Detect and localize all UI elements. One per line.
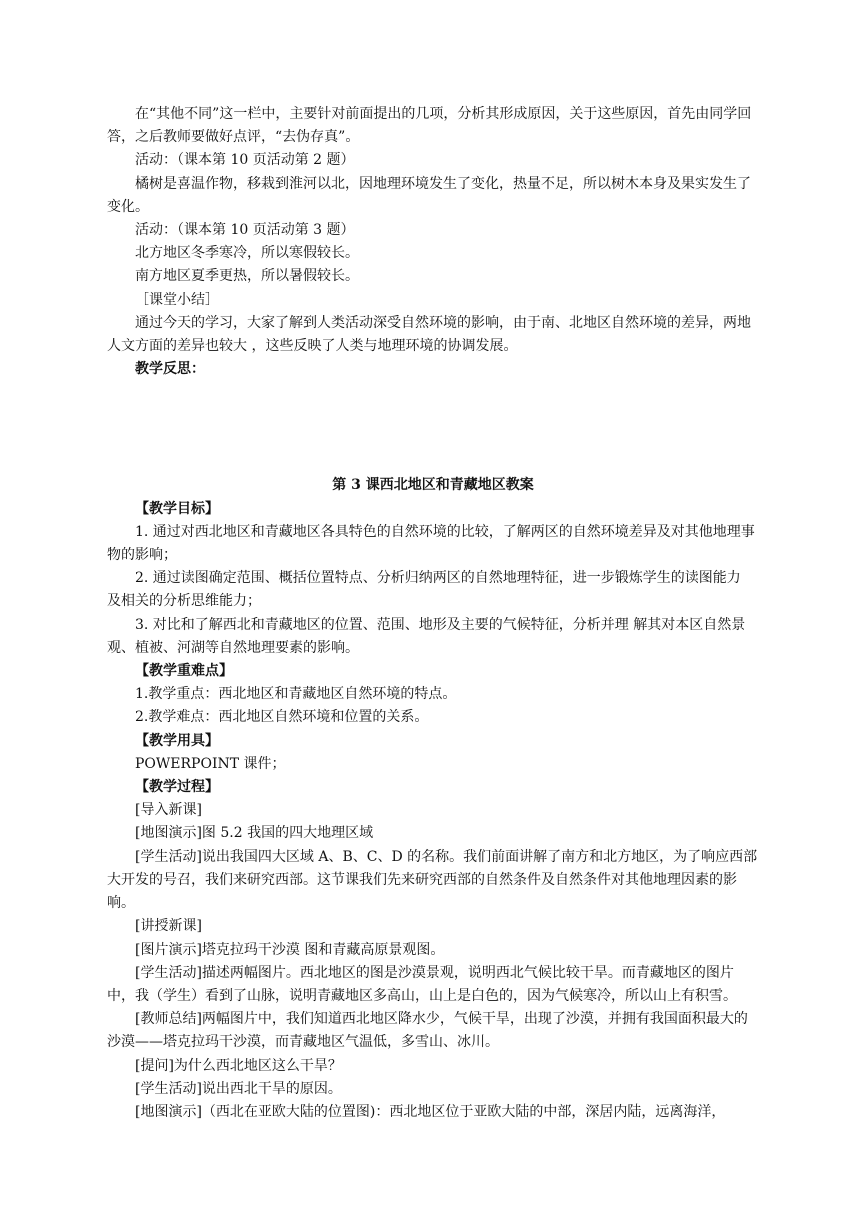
keypoint-item: 1.教学重点：西北地区和青藏地区自然环境的特点。 (135, 686, 457, 703)
paragraph: ［课堂小结］ (135, 291, 219, 308)
process-item: [学生活动]说出西北干旱的原因。 (135, 1080, 342, 1097)
keypoint-item: 2.教学难点：西北地区自然环境和位置的关系。 (135, 709, 429, 726)
section-gap (107, 381, 759, 474)
process-item: [导入新课] (135, 802, 202, 819)
process-item: [讲授新课] (135, 918, 202, 935)
objective-item: 3. 对比和了解西北和青藏地区的位置、范围、地形及主要的气候特征，分析并理 解其对本区自然景观、植被、河湖等自然地理要素的影响。 (107, 616, 746, 656)
paragraph: 橘树是喜温作物，移栽到淮河以北，因地理环境发生了变化，热量不足，所以树木本身及果实发生了变化。 (107, 175, 751, 215)
process-item: [图片演示]塔克拉玛干沙漠 图和青藏高原景观图。 (135, 941, 445, 958)
process-item: [地图演示]（西北在亚欧大陆的位置图)：西北地区位于亚欧大陆的中部，深居内陆，远离海洋， (135, 1103, 726, 1120)
objective-item: 1. 通过对西北地区和青藏地区各具特色的自然环境的比较，了解两区的自然环境差异及对其他地理事物的影响； (107, 523, 755, 564)
reflection-heading: 教学反思： (135, 361, 205, 378)
paragraph: 在“其他不同”这一栏中，主要针对前面提出的几项，分析其形成原因，关于这些原因，首先由同学回答，之后教师要做好点评，“去伪存真”。 (107, 106, 752, 146)
tools-heading: 【教学用具】 (135, 732, 219, 749)
document-body (107, 103, 759, 1124)
tools-text: POWERPOINT 课件； (135, 755, 286, 772)
objective-item: 2. 通过读图确定范围、概括位置特点、分析归纳两区的自然地理特征，进一步锻炼学生的读图能力 及相关的分析思维能力； (107, 570, 741, 610)
process-item: [学生活动]说出我国四大区域 A、B、C、D 的名称。我们前面讲解了南方和北方地区，为了响应西部大开发的号召，我们来研究西部。这节课我们先来研究西部的自然条件及自然条件对其他地理因素的影响。 (107, 848, 758, 912)
objectives-heading: 【教学目标】 (135, 500, 219, 517)
paragraph: 通过今天的学习，大家了解到人类活动深受自然环境的影响，由于南、北地区自然环境的差异，两地人文方面的差异也较大 ，这些反映了人类与地理环境的协调发展。 (107, 314, 751, 355)
process-item: [学生活动]描述两幅图片。西北地区的图是沙漠景观，说明西北气候比较干旱。而青藏地区的图片中，我（学生）看到了山脉，说明青藏地区多高山，山上是白色的，因为气候寒冷，所以山上有积雪。 (107, 964, 737, 1004)
process-item: [教师总结]两幅图片中，我们知道西北地区降水少，气候干旱，出现了沙漠，并拥有我国面积最大的沙漠——塔克拉玛干沙漠，而青藏地区气温低，多雪山、冰川。 (107, 1011, 748, 1051)
process-item: [提问]为什么西北地区这么干旱？ (135, 1057, 342, 1074)
process-heading: 【教学过程】 (135, 779, 219, 796)
paragraph: 南方地区夏季更热，所以暑假较长。 (135, 268, 359, 285)
paragraph: 北方地区冬季寒冷，所以寒假较长。 (135, 245, 359, 262)
process-item: [地图演示]图 5.2 我国的四大地理区域 (135, 825, 374, 842)
lesson-title: 第 3 课西北地区和青藏地区教案 (332, 477, 534, 494)
paragraph: 活动：（课本第 10 页活动第 3 题） (135, 222, 355, 239)
keypoints-heading: 【教学重难点】 (135, 663, 233, 680)
paragraph: 活动：（课本第 10 页活动第 2 题） (135, 152, 355, 169)
